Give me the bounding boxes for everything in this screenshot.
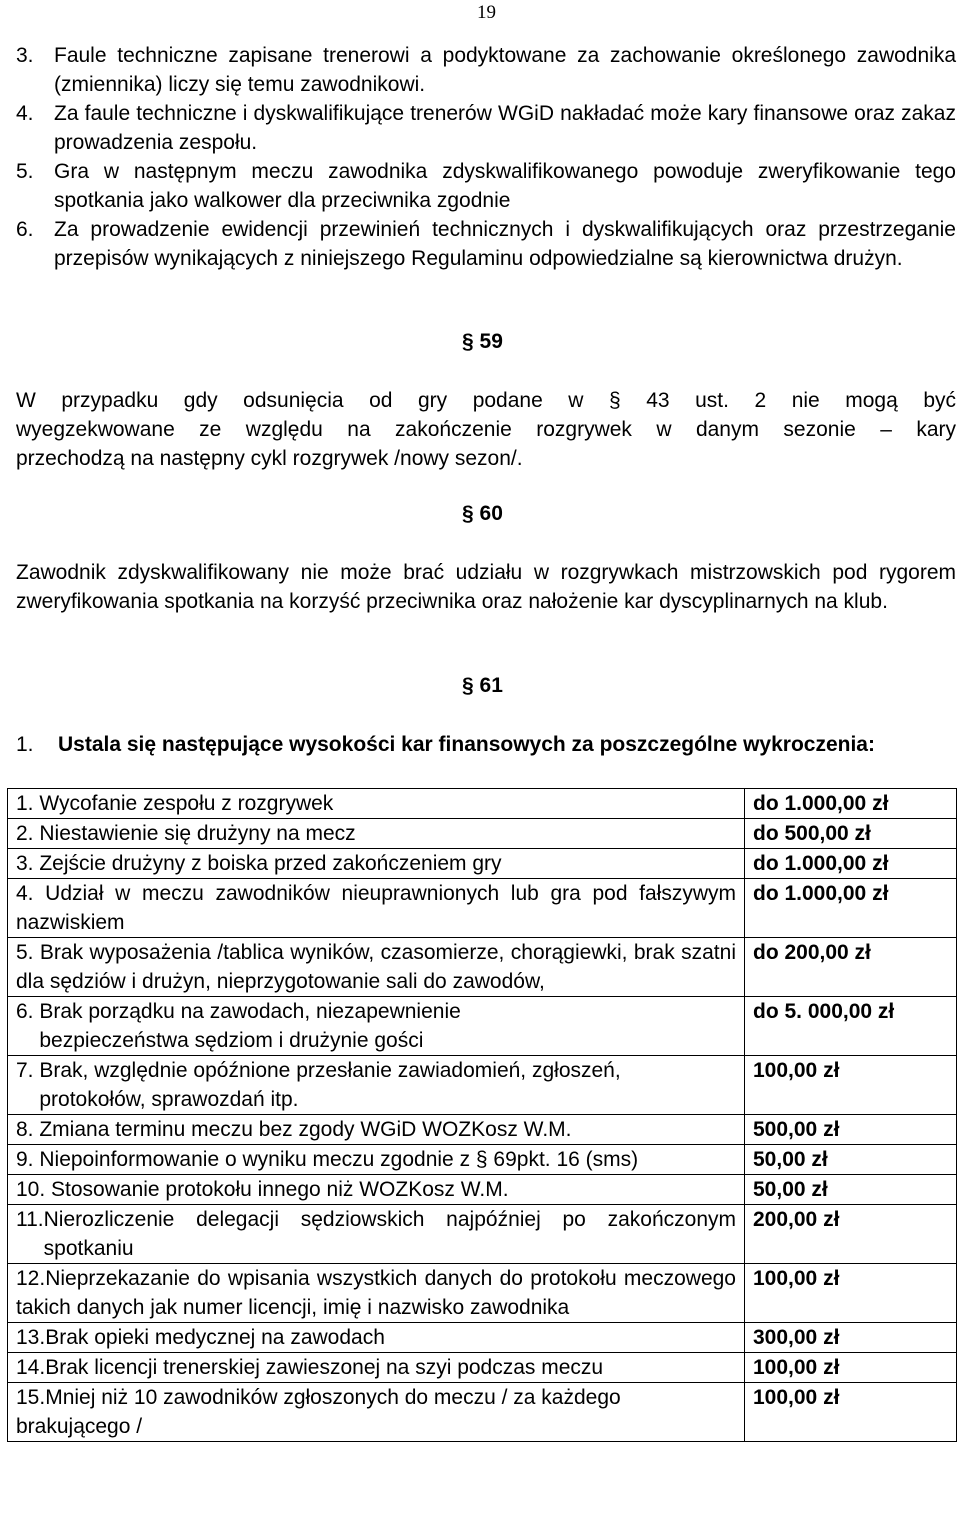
list-item <box>16 157 956 215</box>
fine-number: 3. <box>16 852 40 875</box>
table-row <box>8 1205 957 1264</box>
fine-number: 8. <box>16 1118 40 1141</box>
fine-amount: 100,00 zł <box>745 1383 957 1442</box>
fine-text: Brak licencji trenerskiej zawieszonej na szyi podczas meczu <box>45 1356 604 1379</box>
fine-text: Nieprzekazanie do wpisania wszystkich danych do protokołu meczowego takich danych jak numer licencji, imię i nazwisko zawodnika <box>16 1267 736 1319</box>
table-row <box>8 1323 957 1353</box>
table-row <box>8 789 957 819</box>
fine-amount: 200,00 zł <box>745 1205 957 1264</box>
paragraph-line: W przypadku gdy odsunięcia od gry podane w § 43 ust. 2 nie mogą być <box>16 389 956 412</box>
section-59-paragraph <box>16 386 956 473</box>
table-row <box>8 1115 957 1145</box>
table-row <box>8 1264 957 1323</box>
list-item <box>16 99 956 157</box>
fine-number: 14. <box>16 1356 46 1379</box>
fine-amount: do 500,00 zł <box>745 819 957 849</box>
section-59-header: § 59 <box>462 330 503 353</box>
fine-amount: do 1.000,00 zł <box>745 849 957 879</box>
section-60-paragraph: Zawodnik zdyskwalifikowany nie może brać udziału w rozgrywkach mistrzowskich pod rygorem zweryfikowania spotkania na korzyść przeciwnika oraz nałożenie kar dyscyplinarnych na klub. <box>16 561 956 613</box>
fine-number: 4. <box>16 882 46 905</box>
fine-description <box>8 849 745 879</box>
fine-amount: 500,00 zł <box>745 1115 957 1145</box>
fine-description <box>8 819 745 849</box>
fine-description <box>8 1175 745 1205</box>
fine-amount: do 200,00 zł <box>745 938 957 997</box>
fine-number: 10. <box>16 1178 52 1201</box>
fine-description <box>8 1383 745 1442</box>
fine-amount: 50,00 zł <box>745 1175 957 1205</box>
intro-row <box>16 730 956 759</box>
table-row <box>8 997 957 1056</box>
table-row <box>8 1175 957 1205</box>
fine-description <box>8 1056 745 1115</box>
table-row <box>8 1353 957 1383</box>
table-row <box>8 1145 957 1175</box>
table-row <box>8 879 957 938</box>
section-60-header: § 60 <box>462 502 503 525</box>
fine-text: Brak wyposażenia /tablica wyników, czasomierze, chorągiewki, brak szatni dla sędziów i drużyn, nieprzygotowanie sali do zawodów, <box>16 941 736 993</box>
fine-number: 11. <box>16 1208 44 1231</box>
fine-number: 13. <box>16 1326 46 1349</box>
page-number: 19 <box>477 2 496 23</box>
fine-amount: do 5. 000,00 zł <box>745 997 957 1056</box>
fine-number: 12. <box>16 1267 46 1290</box>
item-number: 6. <box>16 218 34 241</box>
fine-text: Niepoinformowanie o wyniku meczu zgodnie z § 69pkt. 16 (sms) <box>39 1148 639 1171</box>
intro-number: 1. <box>16 733 34 756</box>
intro-text: Ustala się następujące wysokości kar finansowych za poszczególne wykroczenia: <box>58 733 875 756</box>
item-text: Faule techniczne zapisane trenerowi a podyktowane za zachowanie określonego zawodnika (zmiennika) liczy się temu zawodnikowi. <box>54 44 956 96</box>
list-item <box>16 41 956 99</box>
item-number: 5. <box>16 160 34 183</box>
item-number: 4. <box>16 102 34 125</box>
fine-description <box>8 1205 745 1264</box>
fine-text: Niestawienie się drużyny na mecz <box>39 822 356 845</box>
fines-table <box>7 788 957 1442</box>
table-row <box>8 1383 957 1442</box>
fine-text: Zmiana terminu meczu bez zgody WGiD WOZKosz W.M. <box>39 1118 572 1141</box>
fine-text: Brak, względnie opóźnione przesłanie zawiadomień, zgłoszeń, protokołów, sprawozdań itp. <box>39 1059 621 1111</box>
fine-number: 7. <box>16 1059 40 1082</box>
table-row <box>8 938 957 997</box>
items-top <box>16 41 956 273</box>
fine-amount: 100,00 zł <box>745 1264 957 1323</box>
fine-description <box>8 789 745 819</box>
fine-description <box>8 997 745 1056</box>
fine-text: Stosowanie protokołu innego niż WOZKosz W.M. <box>51 1178 509 1201</box>
fine-number: 6. <box>16 1000 40 1023</box>
fine-description <box>8 938 745 997</box>
fine-text: Brak porządku na zawodach, niezapewnienie bezpieczeństwa sędziom i drużynie gości <box>39 1000 461 1052</box>
fine-number: 5. <box>16 941 40 964</box>
item-text: Za faule techniczne i dyskwalifikujące trenerów WGiD nakładać może kary finansowe oraz zakaz prowadzenia zespołu. <box>54 102 956 154</box>
section-61-header: § 61 <box>462 674 503 697</box>
fine-description <box>8 879 745 938</box>
fine-amount: do 1.000,00 zł <box>745 879 957 938</box>
fine-number: 2. <box>16 822 40 845</box>
fine-description <box>8 1323 745 1353</box>
fine-text: Udział w meczu zawodników nieuprawnionych lub gra pod fałszywym nazwiskiem <box>16 882 736 934</box>
section-61-intro <box>16 730 956 759</box>
paragraph-line: wyegzekwowane ze względu na zakończenie rozgrywek w danym sezonie – kary <box>16 418 956 441</box>
fine-amount: do 1.000,00 zł <box>745 789 957 819</box>
fine-amount: 100,00 zł <box>745 1056 957 1115</box>
fine-amount: 100,00 zł <box>745 1353 957 1383</box>
fine-text: Mniej niż 10 zawodników zgłoszonych do meczu / za każdego brakującego / <box>16 1386 621 1438</box>
item-text: Gra w następnym meczu zawodnika zdyskwalifikowanego powoduje zweryfikowanie tego spotkania jako walkower dla przeciwnika zgodnie <box>54 160 956 212</box>
fine-description <box>8 1264 745 1323</box>
fine-number: 1. <box>16 792 40 815</box>
fine-description <box>8 1115 745 1145</box>
paragraph-line: przechodzą na następny cykl rozgrywek /nowy sezon/. <box>16 447 523 470</box>
fine-text: Wycofanie zespołu z rozgrywek <box>39 792 334 815</box>
fine-amount: 300,00 zł <box>745 1323 957 1353</box>
item-number: 3. <box>16 44 34 67</box>
fine-description <box>8 1145 745 1175</box>
item-text: Za prowadzenie ewidencji przewinień technicznych i dyskwalifikujących oraz przestrzeganie przepisów wynikających z niniejszego Regulaminu odpowiedzialne są kierownictwa drużyn. <box>54 218 956 270</box>
fine-number: 15. <box>16 1386 46 1409</box>
table-row <box>8 1056 957 1115</box>
fine-amount: 50,00 zł <box>745 1145 957 1175</box>
fine-text: Brak opieki medycznej na zawodach <box>45 1326 385 1349</box>
fine-text: Nierozliczenie delegacji sędziowskich najpóźniej po zakończonym spotkaniu <box>43 1208 736 1260</box>
fine-text: Zejście drużyny z boiska przed zakończeniem gry <box>39 852 502 875</box>
table-row <box>8 849 957 879</box>
list-item <box>16 215 956 273</box>
fine-description <box>8 1353 745 1383</box>
fine-number: 9. <box>16 1148 40 1171</box>
table-row <box>8 819 957 849</box>
